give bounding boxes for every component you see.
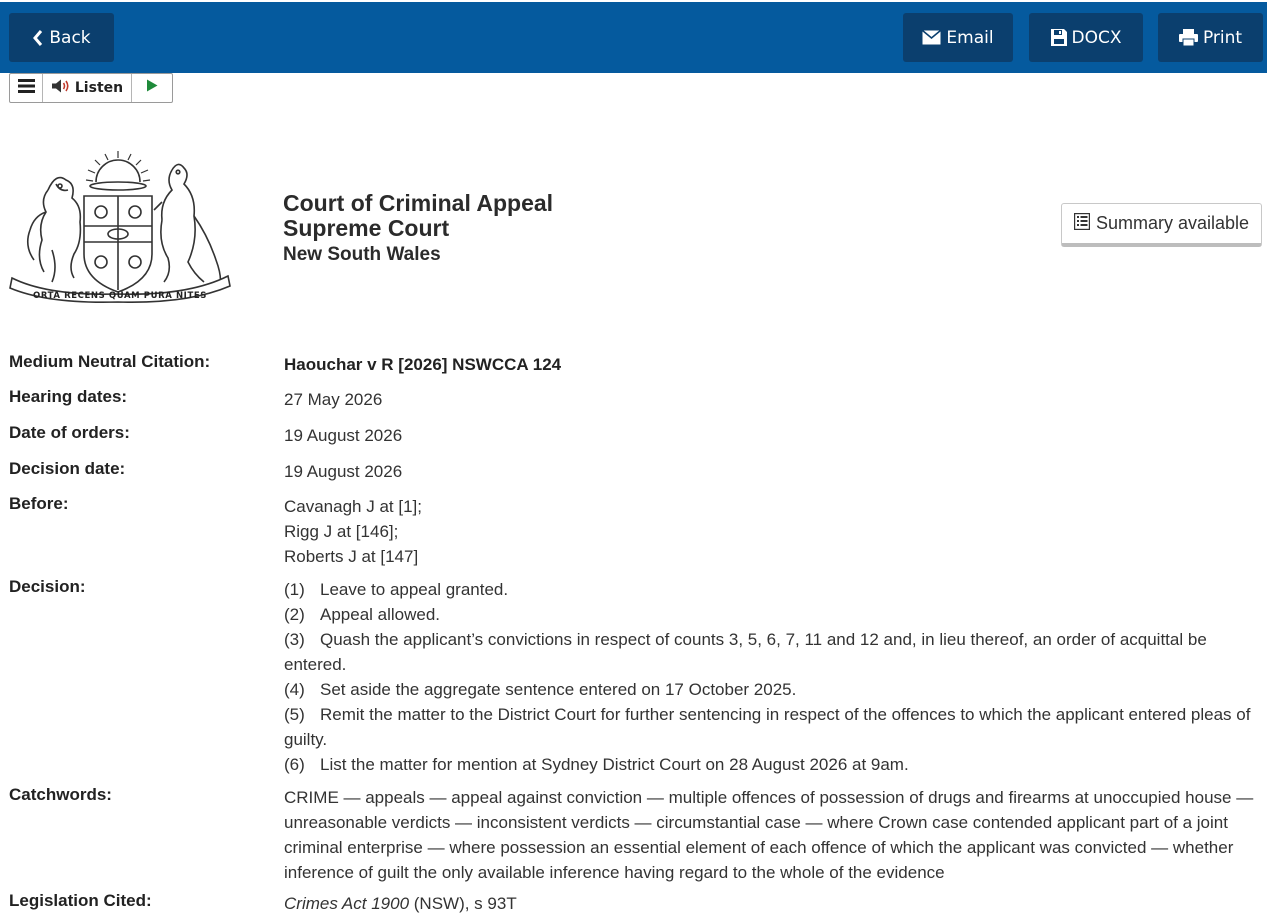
- email-button[interactable]: [903, 13, 1013, 62]
- listen-button[interactable]: [43, 74, 132, 102]
- save-icon: [1051, 29, 1067, 46]
- printer-icon: [1179, 29, 1198, 46]
- before-label: Before:: [9, 494, 69, 513]
- order-text: Leave to appeal granted.: [320, 580, 509, 599]
- summary-label: Summary available: [1095, 213, 1250, 233]
- court-division: Supreme Court: [283, 215, 450, 241]
- envelope-icon: [922, 30, 941, 45]
- order-text: Remit the matter to the District Court for further sentencing in respect of the offences to which the applicant entered pleas of guilty.: [284, 705, 1251, 749]
- judge-line: Rigg J at [146];: [284, 522, 399, 541]
- order-item: [284, 752, 1259, 777]
- hearing-dates-value: 27 May 2026: [284, 390, 383, 409]
- play-button[interactable]: [132, 74, 172, 102]
- email-label: Email: [946, 27, 994, 48]
- listen-menu-button[interactable]: [10, 74, 43, 102]
- citation-value: Haouchar v R [2026] NSWCCA 124: [284, 355, 562, 374]
- speaker-icon: [51, 79, 71, 98]
- top-toolbar: [0, 2, 1267, 73]
- order-text: Appeal allowed.: [320, 605, 441, 624]
- legislation-act-link[interactable]: Crimes Act 1900: [284, 894, 410, 913]
- court-heading: [283, 191, 553, 268]
- menu-icon: [18, 79, 35, 98]
- order-number: (2): [284, 605, 305, 624]
- back-label: Back: [49, 27, 91, 48]
- judge-line: Cavanagh J at [1];: [284, 497, 422, 516]
- order-text: Quash the applicant’s convictions in respect of counts 3, 5, 6, 7, 11 and 12 and, in lieu thereof, an order of acquittal be entered.: [284, 630, 1207, 674]
- order-number: (4): [284, 680, 305, 699]
- order-number: (6): [284, 755, 305, 774]
- order-item: [284, 577, 1259, 602]
- order-text: List the matter for mention at Sydney District Court on 28 August 2026 at 9am.: [320, 755, 909, 774]
- judge-line: Roberts J at [147]: [284, 547, 419, 566]
- catchwords-value: CRIME — appeals — appeal against conviction — multiple offences of possession of drugs and firearms at unoccupied house — unreasonable verdicts — inconsistent verdicts — circumstantial case — where Crown case contended applicant part of a joint criminal enterprise — where possession an essential element of each offence of which the applicant was convicted — whether inference of guilt the only available inference having regard to the whole of the evidence: [284, 788, 1254, 882]
- play-icon: [146, 79, 158, 97]
- docx-label: DOCX: [1071, 27, 1122, 48]
- order-text: Set aside the aggregate sentence entered on 17 October 2025.: [320, 680, 797, 699]
- decision-label: Decision:: [9, 577, 86, 596]
- legislation-section: (NSW), s 93T: [409, 894, 517, 913]
- back-button[interactable]: [9, 13, 114, 62]
- listen-label: Listen: [74, 80, 124, 96]
- order-number: (3): [284, 630, 305, 649]
- legislation-label: Legislation Cited:: [9, 891, 152, 910]
- orders-date-label: Date of orders:: [9, 423, 130, 442]
- list-icon: [1074, 213, 1090, 235]
- order-item: [284, 602, 1259, 627]
- legislation-value: [284, 891, 1259, 916]
- court-jurisdiction: New South Wales: [283, 244, 441, 265]
- order-item: [284, 702, 1259, 752]
- decision-date-label: Decision date:: [9, 459, 126, 478]
- order-item: [284, 627, 1259, 677]
- print-button[interactable]: [1158, 13, 1263, 62]
- listen-toolbar: [9, 73, 173, 103]
- catchwords-label: Catchwords:: [9, 785, 112, 804]
- hearing-dates-label: Hearing dates:: [9, 387, 128, 406]
- order-item: [284, 677, 1259, 702]
- chevron-left-icon: [32, 30, 44, 46]
- order-number: (5): [284, 705, 305, 724]
- docx-button[interactable]: [1029, 13, 1143, 62]
- decision-date-value: 19 August 2026: [284, 462, 403, 481]
- nsw-coat-of-arms-logo: [8, 150, 232, 308]
- citation-label: Medium Neutral Citation:: [9, 352, 211, 371]
- decision-orders: [284, 577, 1259, 777]
- before-judges: [284, 494, 1259, 569]
- order-number: (1): [284, 580, 305, 599]
- orders-date-value: 19 August 2026: [284, 426, 403, 445]
- court-name: Court of Criminal Appeal: [283, 190, 554, 216]
- crest-motto: ORTA RECENS QUAM PURA NITES: [33, 291, 207, 301]
- summary-available-button[interactable]: [1061, 203, 1262, 247]
- print-label: Print: [1202, 27, 1243, 48]
